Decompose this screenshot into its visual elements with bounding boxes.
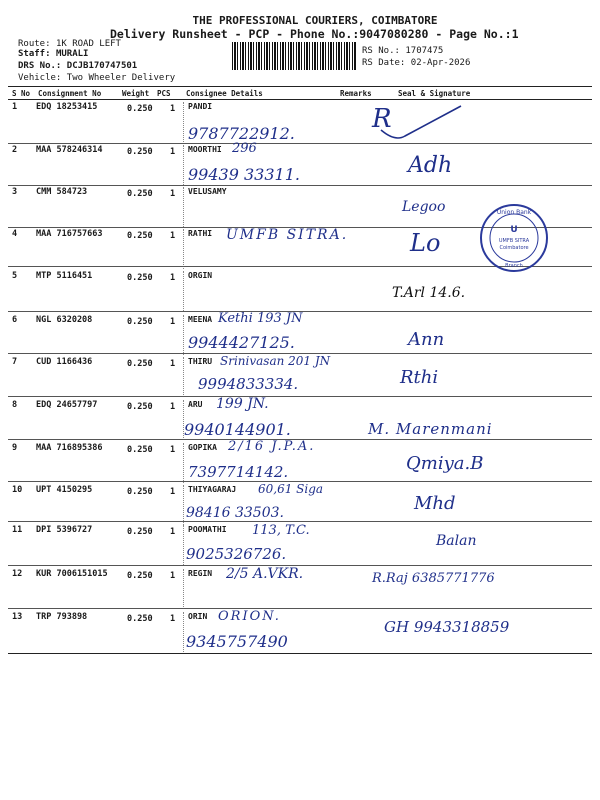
row-consignment: NGL 6320208 bbox=[36, 315, 93, 325]
row-consignee: THIRU bbox=[188, 357, 213, 366]
handwritten-signature: R.Raj 6385771776 bbox=[372, 571, 495, 586]
row-consignment: UPT 4150295 bbox=[36, 485, 93, 495]
row-weight: 0.250 bbox=[127, 147, 153, 157]
route-label: Route: bbox=[18, 39, 51, 49]
row-sno: 7 bbox=[12, 357, 18, 367]
table-row bbox=[0, 609, 600, 652]
row-pcs: 1 bbox=[170, 402, 176, 412]
rs-date bbox=[362, 58, 470, 68]
column-separator bbox=[183, 187, 184, 227]
column-separator bbox=[183, 145, 184, 185]
row-pcs: 1 bbox=[170, 147, 176, 157]
row-sno: 12 bbox=[12, 569, 23, 579]
handwritten-signature: GH 9943318859 bbox=[384, 618, 510, 636]
table-row bbox=[0, 439, 600, 483]
row-consignment: TRP 793898 bbox=[36, 612, 88, 622]
header-top-rule bbox=[8, 86, 592, 87]
table-row bbox=[0, 482, 600, 525]
rs-date-value: 02-Apr-2026 bbox=[410, 58, 471, 68]
runsheet-subtitle: Delivery Runsheet - PCP - Phone No.:9047080280 - Page No.:1 bbox=[110, 27, 519, 41]
row-weight: 0.250 bbox=[127, 571, 153, 581]
row-weight: 0.250 bbox=[127, 231, 153, 241]
handwritten-address: Kethi 193 JN bbox=[218, 311, 303, 326]
table-row bbox=[0, 396, 600, 440]
row-consignee: ORIN bbox=[188, 612, 208, 621]
row-consignment: DPI 5396727 bbox=[36, 525, 93, 535]
row-consignee: REGIN bbox=[188, 569, 213, 578]
handwritten-phone: 9787722912. bbox=[188, 124, 295, 143]
staff-value: MURALI bbox=[55, 49, 89, 59]
row-consignment: EDQ 18253415 bbox=[36, 102, 98, 112]
row-consignee: RATHI bbox=[188, 229, 213, 238]
row-weight: 0.250 bbox=[127, 317, 153, 327]
handwritten-phone: 9944427125. bbox=[188, 333, 295, 352]
handwritten-address: 113, T.C. bbox=[252, 523, 310, 538]
stamp-bottom-text: Branch bbox=[505, 263, 523, 269]
handwritten-phone: 99439 33311. bbox=[188, 165, 300, 184]
route-value: 1K ROAD LEFT bbox=[55, 39, 121, 49]
handwritten-address: 60,61 Siga bbox=[258, 482, 324, 496]
handwritten-address: 2/5 A.VKR. bbox=[226, 566, 304, 582]
handwritten-signature: Mhd bbox=[414, 493, 456, 514]
table-row bbox=[0, 354, 600, 397]
row-weight: 0.250 bbox=[127, 189, 153, 199]
row-sno: 1 bbox=[12, 102, 18, 112]
row-sno: 3 bbox=[12, 187, 18, 197]
row-consignee: MOORTHI bbox=[188, 145, 222, 154]
table-row bbox=[0, 271, 600, 311]
row-sno: 9 bbox=[12, 443, 18, 453]
row-pcs: 1 bbox=[170, 614, 176, 624]
row-consignee: GOPIKA bbox=[188, 443, 217, 452]
row-weight: 0.250 bbox=[127, 104, 153, 114]
union-bank-stamp bbox=[478, 202, 550, 274]
row-pcs: 1 bbox=[170, 445, 176, 455]
route-info bbox=[18, 39, 121, 49]
row-pcs: 1 bbox=[170, 359, 176, 369]
row-weight: 0.250 bbox=[127, 359, 153, 369]
svg-text:U: U bbox=[510, 225, 518, 235]
row-consignee: PANDI bbox=[188, 102, 213, 111]
row-divider bbox=[8, 396, 592, 397]
row-pcs: 1 bbox=[170, 189, 176, 199]
row-consignee: POOMATHI bbox=[188, 525, 227, 534]
handwritten-phone: 9025326726. bbox=[186, 545, 287, 563]
row-sno: 6 bbox=[12, 315, 18, 325]
table-row bbox=[0, 566, 600, 609]
row-sno: 2 bbox=[12, 145, 18, 155]
col-header-weight: Weight bbox=[122, 89, 150, 98]
row-consignment: MAA 716895386 bbox=[36, 443, 103, 453]
row-consignee: THIYAGARAJ bbox=[188, 485, 237, 494]
table-row bbox=[0, 141, 600, 185]
row-pcs: 1 bbox=[170, 527, 176, 537]
handwritten-phone: 7397714142. bbox=[188, 463, 289, 481]
row-sno: 8 bbox=[12, 400, 18, 410]
handwritten-signature: Qmiya.B bbox=[406, 453, 484, 474]
drs-label: DRS No.: bbox=[18, 61, 62, 71]
column-separator bbox=[183, 229, 184, 269]
row-weight: 0.250 bbox=[127, 614, 153, 624]
row-weight: 0.250 bbox=[127, 487, 153, 497]
row-consignee: ARU bbox=[188, 400, 203, 409]
row-consignment: CUD 1166436 bbox=[36, 357, 93, 367]
handwritten-address: 296 bbox=[232, 141, 257, 156]
row-sno: 4 bbox=[12, 229, 18, 239]
row-divider bbox=[8, 521, 592, 522]
row-weight: 0.250 bbox=[127, 445, 153, 455]
handwritten-signature: Adh bbox=[408, 153, 453, 178]
rs-number bbox=[362, 46, 443, 56]
row-sno: 5 bbox=[12, 271, 18, 281]
handwritten-signature: Lo bbox=[410, 229, 441, 257]
barcode bbox=[232, 42, 357, 70]
handwritten-address: ORION. bbox=[218, 609, 281, 624]
row-consignment: MTP 5116451 bbox=[36, 271, 93, 281]
row-pcs: 1 bbox=[170, 231, 176, 241]
vehicle-label: Vehicle: bbox=[18, 73, 62, 83]
col-header-consignment: Consignment No bbox=[38, 89, 102, 98]
drs-info bbox=[18, 61, 137, 71]
row-pcs: 1 bbox=[170, 317, 176, 327]
row-consignment: MAA 578246314 bbox=[36, 145, 103, 155]
rs-date-label: RS Date: bbox=[362, 58, 406, 68]
handwritten-signature: Balan bbox=[436, 533, 477, 549]
handwritten-signature: Legoo bbox=[402, 199, 446, 215]
row-consignee: VELUSAMY bbox=[188, 187, 227, 196]
row-weight: 0.250 bbox=[127, 402, 153, 412]
handwritten-address: Srinivasan 201 JN bbox=[220, 354, 331, 368]
table-row bbox=[0, 525, 600, 565]
col-header-consignee: Consignee Details bbox=[186, 89, 263, 98]
signature-stroke bbox=[375, 102, 465, 142]
handwritten-address: 199 JN. bbox=[216, 396, 269, 412]
column-separator bbox=[183, 271, 184, 311]
vehicle-info bbox=[18, 73, 175, 83]
column-separator bbox=[183, 569, 184, 609]
handwritten-phone: 9940144901. bbox=[184, 420, 291, 439]
vehicle-value: Two Wheeler Delivery bbox=[66, 73, 176, 83]
col-header-sno: S No bbox=[12, 89, 31, 98]
stamp-mid-text: UMFB SITRA bbox=[498, 238, 530, 244]
column-separator bbox=[183, 443, 184, 483]
row-sno: 13 bbox=[12, 612, 23, 622]
column-separator bbox=[183, 612, 184, 652]
row-divider bbox=[8, 608, 592, 609]
handwritten-phone: 9994833334. bbox=[198, 375, 299, 393]
column-separator bbox=[183, 357, 184, 397]
row-divider bbox=[8, 185, 592, 186]
row-weight: 0.250 bbox=[127, 273, 153, 283]
handwritten-address: UMFB SITRA. bbox=[226, 227, 349, 243]
col-header-pcs: PCS bbox=[157, 89, 171, 98]
drs-value: DCJB170747501 bbox=[66, 61, 138, 71]
handwritten-remark: M. Marenmani bbox=[368, 420, 493, 438]
handwritten-signature: Ann bbox=[408, 329, 445, 350]
handwritten-address: 2/16 J.P.A. bbox=[228, 439, 316, 454]
handwritten-signature: T.Arl 14.6. bbox=[392, 285, 466, 301]
column-separator bbox=[183, 485, 184, 525]
handwritten-signature: Rthi bbox=[400, 367, 439, 388]
staff-label: Staff: bbox=[18, 49, 51, 59]
row-pcs: 1 bbox=[170, 273, 176, 283]
column-separator bbox=[183, 525, 184, 565]
row-divider bbox=[8, 143, 592, 144]
company-title: THE PROFESSIONAL COURIERS, COIMBATORE bbox=[192, 14, 438, 27]
row-consignee: MEENA bbox=[188, 315, 213, 324]
row-pcs: 1 bbox=[170, 571, 176, 581]
rs-no-value: 1707475 bbox=[405, 46, 444, 56]
stamp-top-text: Union Bank bbox=[496, 209, 532, 216]
row-weight: 0.250 bbox=[127, 527, 153, 537]
row-pcs: 1 bbox=[170, 487, 176, 497]
row-consignment: CMM 584723 bbox=[36, 187, 88, 197]
row-sno: 11 bbox=[12, 525, 23, 535]
col-header-seal: Seal & Signature bbox=[398, 89, 471, 98]
handwritten-phone: 9345757490 bbox=[186, 632, 288, 651]
table-row bbox=[0, 102, 600, 142]
row-pcs: 1 bbox=[170, 104, 176, 114]
col-header-remarks: Remarks bbox=[340, 89, 372, 98]
row-consignment: MAA 716757663 bbox=[36, 229, 103, 239]
handwritten-phone: 98416 33503. bbox=[186, 505, 284, 521]
column-separator bbox=[183, 315, 184, 355]
stamp-city-text: Coimbatore bbox=[499, 245, 529, 251]
rs-no-label: RS No.: bbox=[362, 46, 400, 56]
header-bottom-rule bbox=[8, 99, 592, 100]
table-bottom-rule bbox=[8, 653, 592, 654]
staff-info bbox=[18, 49, 88, 59]
handwritten-signature: R bbox=[372, 104, 392, 134]
column-separator bbox=[183, 102, 184, 142]
row-sno: 10 bbox=[12, 485, 23, 495]
row-consignee: ORGIN bbox=[188, 271, 213, 280]
row-consignment: EDQ 24657797 bbox=[36, 400, 98, 410]
row-consignment: KUR 7006151015 bbox=[36, 569, 108, 579]
table-row bbox=[0, 311, 600, 355]
